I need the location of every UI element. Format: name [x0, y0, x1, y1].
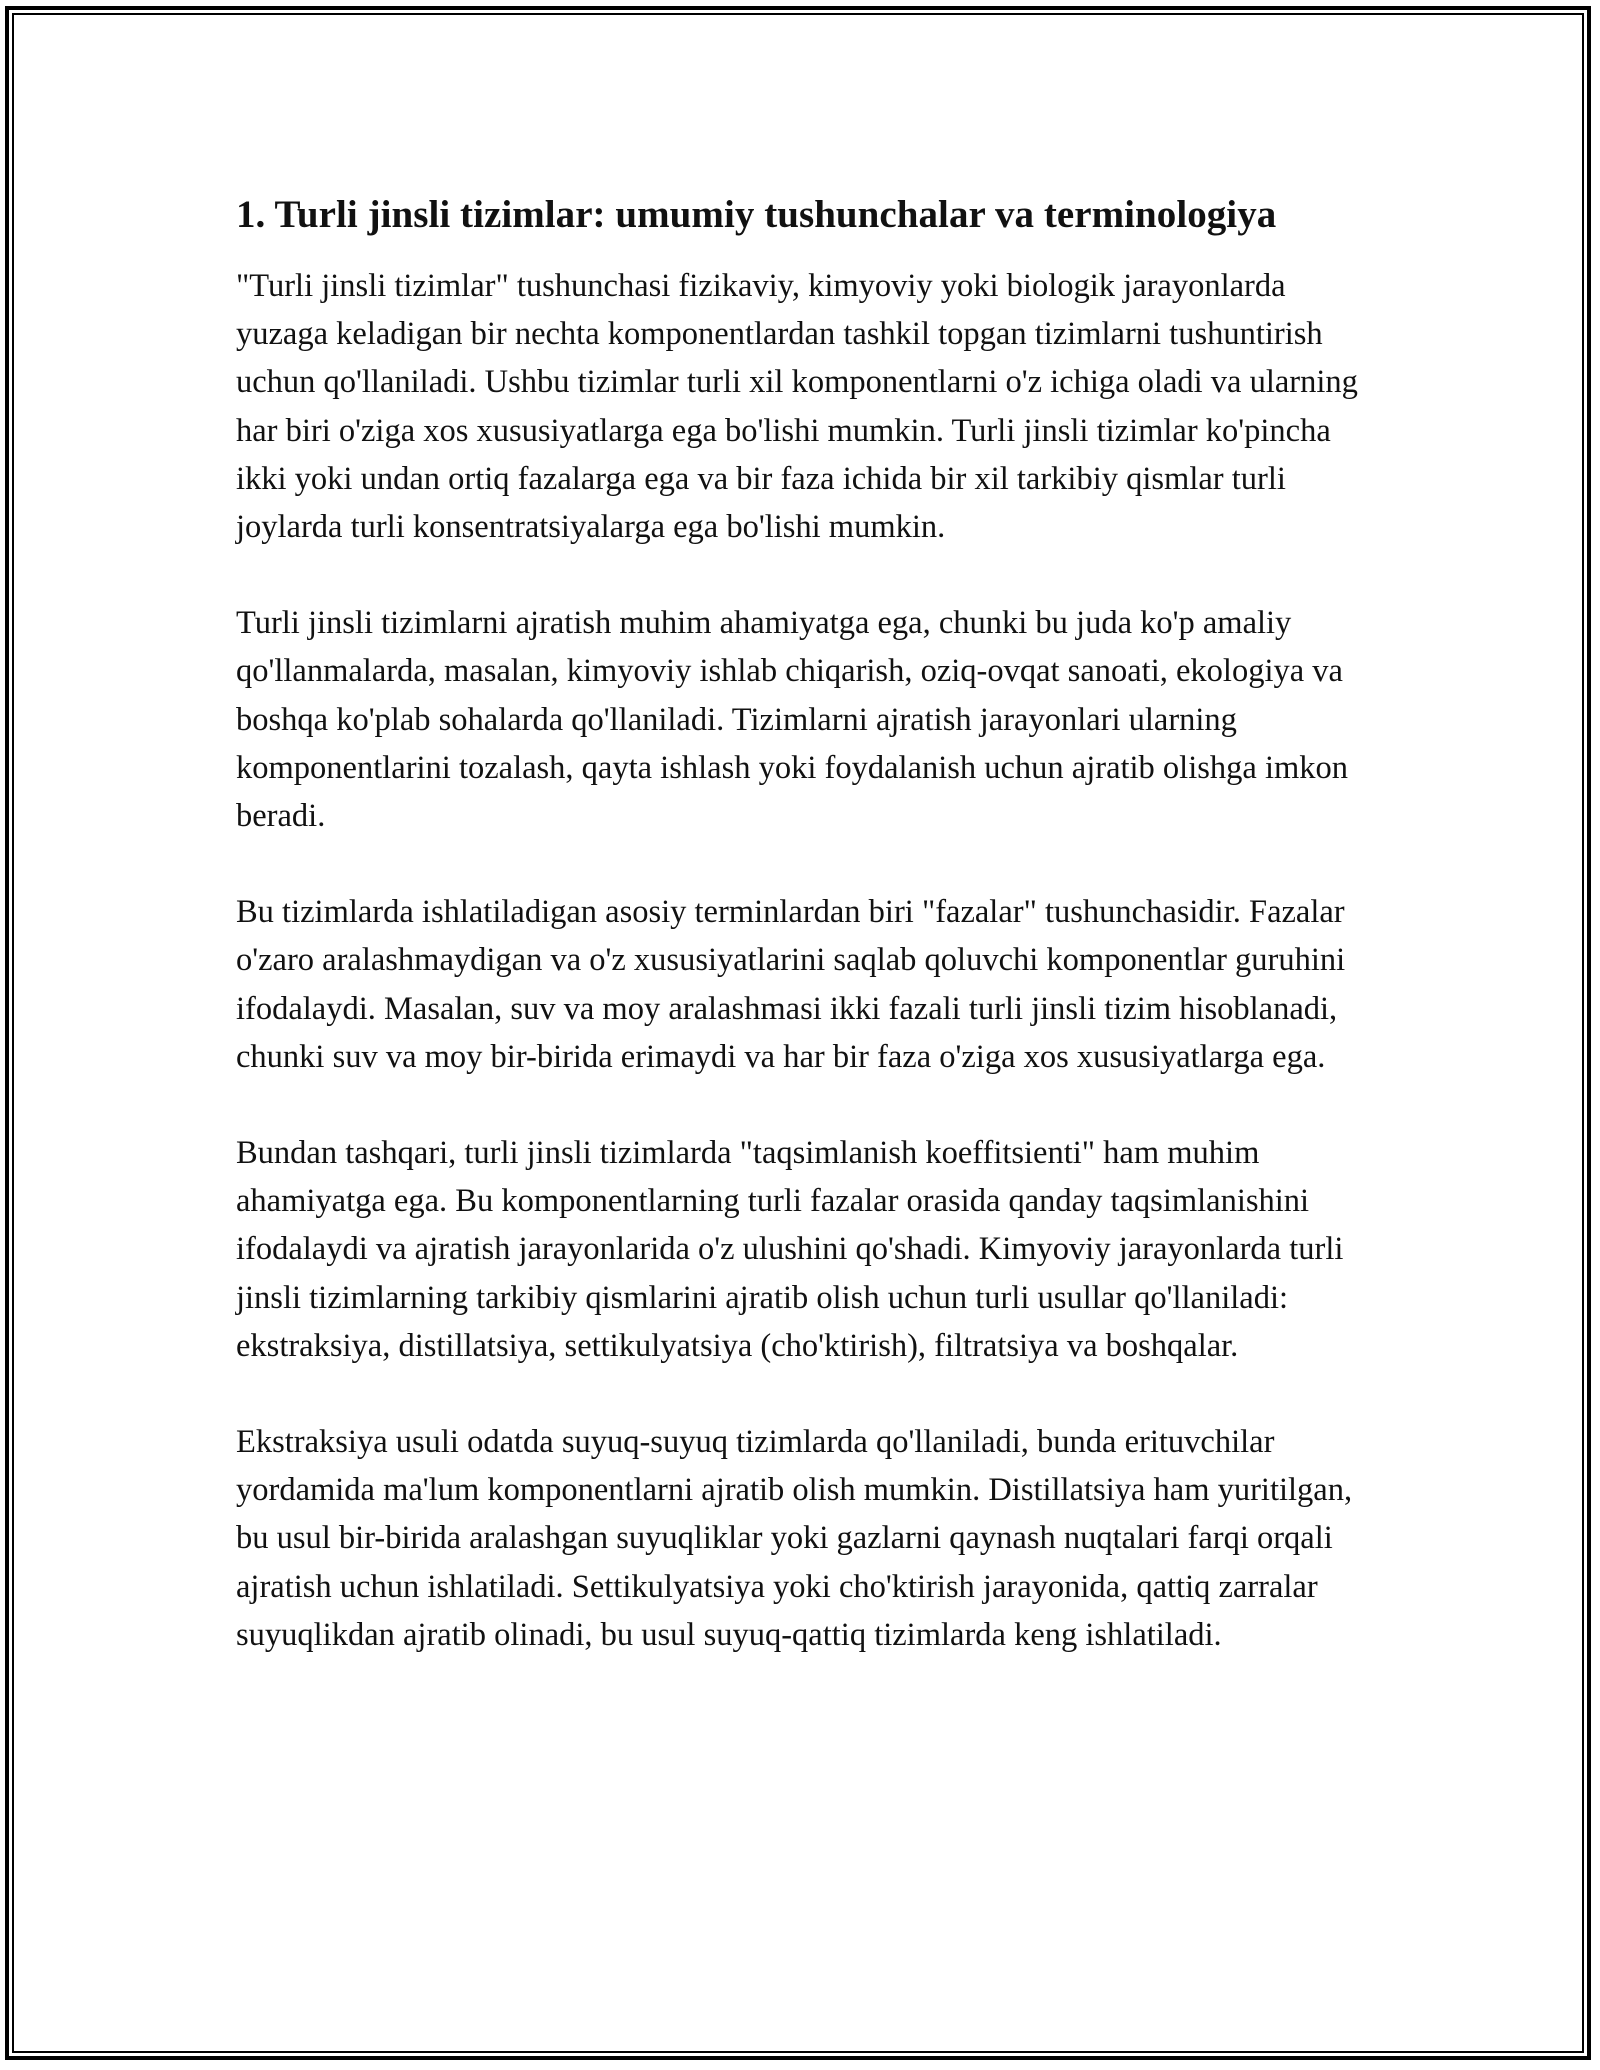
paragraph-2: Turli jinsli tizimlarni ajratish muhim ahamiyatga ega, chunki bu juda ko'p amaliy qo'llanmalarda, masalan, kimyoviy ishlab chiqarish, oziq-ovqat sanoati, ekologiya va boshqa ko'plab sohalarda qo'llaniladi. Tizimlarni ajratish jarayonlari ularning komponentlarini tozalash, qayta ishlash yoki foydalanish uchun ajratib olishga imkon beradi.	[236, 605, 1348, 835]
document-body	[236, 188, 1376, 1707]
paragraph-3: Bu tizimlarda ishlatiladigan asosiy terminlardan biri "fazalar" tushunchasidir. Fazalar o'zaro aralashmaydigan va o'z xususiyatlarini saqlab qoluvchi komponentlar guruhini ifodalaydi. Masalan, suv va moy aralashmasi ikki fazali turli jinsli tizim hisoblanadi, chunki suv va moy bir-birida erimaydi va har bir faza o'ziga xos xususiyatlarga ega.	[236, 894, 1346, 1075]
paragraph-5: Ekstraksiya usuli odatda suyuq-suyuq tizimlarda qo'llaniladi, bunda erituvchilar yordamida ma'lum komponentlarni ajratib olish mumkin. Distillatsiya ham yuritilgan, bu usul bir-birida aralashgan suyuqliklar yoki gazlarni qaynash nuqtalari farqi orqali ajratish uchun ishlatiladi. Settikulyatsiya yoki cho'ktirish jarayonida, qattiq zarralar suyuqlikdan ajratib olinadi, bu usul suyuq-qattiq tizimlarda keng ishlatiladi.	[236, 1424, 1353, 1653]
paragraph-4: Bundan tashqari, turli jinsli tizimlarda "taqsimlanish koeffitsienti" ham muhim ahamiyatga ega. Bu komponentlarning turli fazalar orasida qanday taqsimlanishini ifodalaydi va ajratish jarayonlarida o'z ulushini qo'shadi. Kimyoviy jarayonlarda turli jinsli tizimlarning tarkibiy qismlarini ajratib olish uchun turli usullar qo'llaniladi: ekstraksiya, distillatsiya, settikulyatsiya (cho'ktirish), filtratsiya va boshqalar.	[236, 1135, 1344, 1364]
section-heading: 1. Turli jinsli tizimlar: umumiy tushunchalar va terminologiya	[236, 193, 1277, 236]
paragraph-1: "Turli jinsli tizimlar" tushunchasi fizikaviy, kimyoviy yoki biologik jarayonlarda yuzaga keladigan bir nechta komponentlardan tashkil topgan tizimlarni tushuntirish uchun qo'llaniladi. Ushbu tizimlar turli xil komponentlarni o'z ichiga oladi va ularning har biri o'ziga xos xususiyatlarga ega bo'lishi mumkin. Turli jinsli tizimlar ko'pincha ikki yoki undan ortiq fazalarga ega va bir faza ichida bir xil tarkibiy qismlar turli joylarda turli konsentratsiyalarga ega bo'lishi mumkin.	[236, 268, 1358, 546]
